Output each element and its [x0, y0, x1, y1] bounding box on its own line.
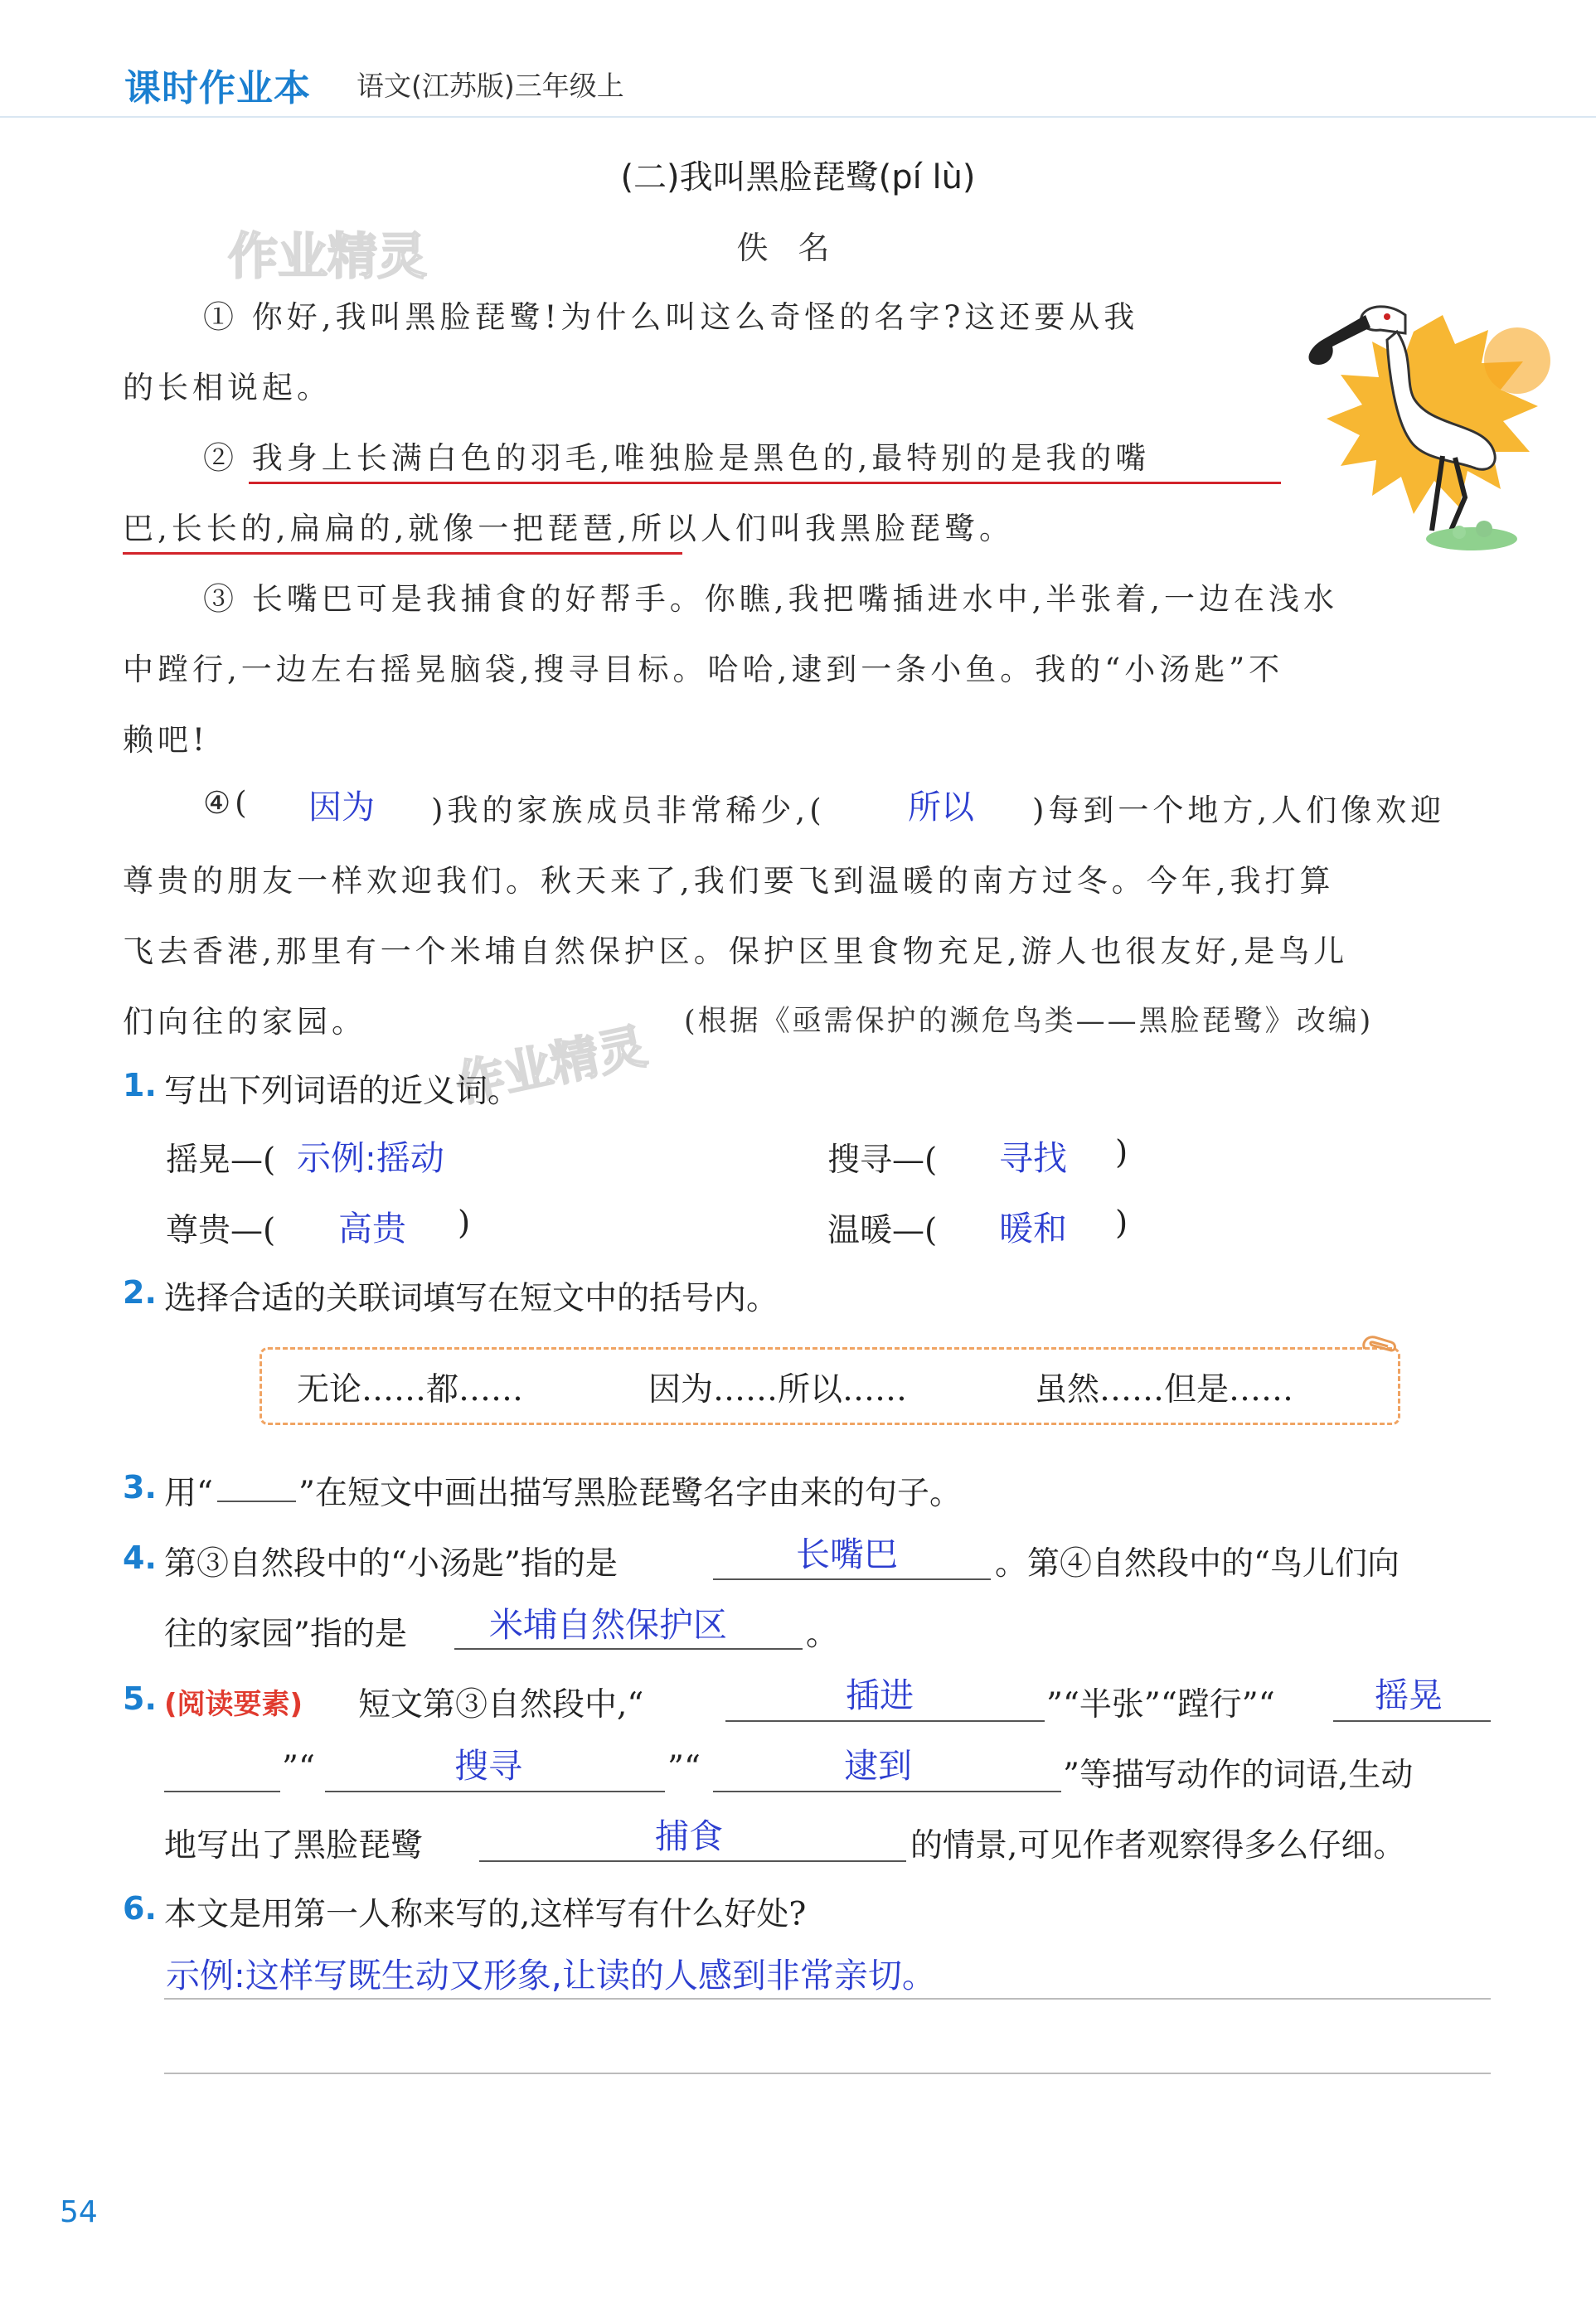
- synonym-word: 温暖—(: [827, 1212, 938, 1249]
- watermark: 作业精灵: [451, 1017, 652, 1113]
- synonym-word: 摇晃—(: [166, 1142, 276, 1179]
- bracket-close: ): [1115, 1205, 1128, 1242]
- fill-answer: 插进: [846, 1675, 914, 1715]
- underline-sample: [217, 1501, 296, 1502]
- writing-line: [164, 2073, 1491, 2074]
- open-answer: 示例:这样写既生动又形象,让读的人感到非常亲切。: [166, 1956, 936, 1995]
- question-text: 本文是用第一人称来写的,这样写有什么好处?: [164, 1896, 807, 1933]
- article-line: 尊贵的朋友一样欢迎我们。秋天来了,我们要飞到温暖的南方过冬。今年,我打算: [123, 863, 1335, 899]
- article-line: )我的家族成员非常稀少,(: [431, 793, 826, 828]
- article-line: 巴,长长的,扁扁的,就像一把琵琶,所以人们叫我黑脸琵鹭。: [123, 511, 1015, 546]
- answer-blank: [479, 1860, 906, 1862]
- question-number: 5.: [123, 1680, 157, 1717]
- word-bank-option: 因为……所以……: [648, 1371, 908, 1409]
- synonym-answer: 寻找: [999, 1138, 1067, 1178]
- article-author: 佚名: [736, 230, 860, 266]
- answer-blank: [713, 1578, 991, 1580]
- question-text: 地写出了黑脸琵鹭: [164, 1827, 424, 1864]
- fill-answer: 逮到: [844, 1746, 912, 1786]
- answer-blank: [1333, 1720, 1491, 1722]
- article-line: ① 你好,我叫黑脸琵鹭!为什么叫这么奇怪的名字?这还要从我: [203, 299, 1139, 335]
- article-line: 飞去香港,那里有一个米埔自然保护区。保护区里食物充足,游人也很友好,是鸟儿: [123, 933, 1349, 969]
- answer-underline: [249, 482, 1281, 484]
- writing-line: [164, 1998, 1491, 2000]
- fill-answer: 搜寻: [454, 1746, 522, 1786]
- question-text: 往的家园”指的是: [164, 1616, 407, 1653]
- question-number: 3.: [123, 1469, 157, 1506]
- word-bank-option: 无论……都……: [297, 1371, 524, 1409]
- header-divider: [0, 116, 1596, 118]
- question-text: ”“半张”“蹚行”“: [1046, 1686, 1275, 1724]
- article-line: 赖吧!: [123, 722, 209, 758]
- question-text: ”在短文中画出描写黑脸琵鹭名字由来的句子。: [298, 1475, 962, 1512]
- answer-blank: [713, 1791, 1061, 1792]
- answer-underline: [123, 552, 682, 555]
- reading-element-tag: (阅读要素): [164, 1688, 303, 1721]
- question-text: 。第④自然段中的“鸟儿们向: [995, 1545, 1400, 1583]
- word-bank-option: 虽然……但是……: [1035, 1371, 1294, 1409]
- question-number: 1.: [123, 1067, 157, 1103]
- synonym-answer: 高贵: [338, 1209, 406, 1249]
- question-number: 4.: [123, 1539, 157, 1576]
- brand-title: 课时作业本: [124, 67, 311, 109]
- paperclip-icon: [1360, 1331, 1398, 1355]
- article-line: 的长相说起。: [123, 370, 332, 405]
- bracket-close: ): [458, 1205, 471, 1242]
- question-text: 的情景,可见作者观察得多么仔细。: [910, 1827, 1406, 1864]
- synonym-answer: 示例:摇动: [297, 1138, 444, 1178]
- question-text: ”“: [282, 1749, 315, 1787]
- answer-blank: [725, 1720, 1045, 1722]
- article-line: ② 我身上长满白色的羽毛,唯独脸是黑色的,最特别的是我的嘴: [203, 440, 1151, 476]
- fill-answer: 摇晃: [1375, 1675, 1443, 1715]
- question-text: 短文第③自然段中,“: [358, 1686, 644, 1724]
- article-source: (根据《亟需保护的濒危鸟类——黑脸琵鹭》改编): [684, 1005, 1374, 1038]
- watermark: 作业精灵: [228, 228, 427, 286]
- article-line: 中蹚行,一边左右摇晃脑袋,搜寻目标。哈哈,逮到一条小鱼。我的“小汤匙”不: [123, 652, 1284, 687]
- synonym-word: 搜寻—(: [827, 1142, 938, 1179]
- answer-blank: [325, 1791, 665, 1792]
- question-text: 。: [806, 1616, 839, 1653]
- fill-answer: 长嘴巴: [796, 1535, 898, 1574]
- question-text: ”“: [667, 1749, 701, 1787]
- bracket-close: ): [1115, 1134, 1128, 1171]
- question-text: ”等描写动作的词语,生动: [1063, 1757, 1414, 1794]
- question-text: 用“: [164, 1475, 213, 1512]
- question-number: 2.: [123, 1274, 157, 1311]
- fill-answer: 米埔自然保护区: [489, 1605, 727, 1645]
- fill-answer: 捕食: [655, 1816, 723, 1856]
- answer-blank: [164, 1791, 280, 1792]
- spoonbill-illustration: [1289, 282, 1563, 555]
- article-title: (二)我叫黑脸琵鹭(pí lù): [620, 158, 976, 196]
- article-line: ④(: [203, 785, 251, 821]
- conjunction-answer: 所以: [908, 788, 974, 827]
- article-line: 们向往的家园。: [123, 1004, 366, 1040]
- synonym-word: 尊贵—(: [166, 1212, 276, 1249]
- page-number: 54: [60, 2195, 98, 2229]
- article-line: )每到一个地方,人们像欢迎: [1032, 793, 1446, 828]
- question-number: 6.: [123, 1890, 157, 1927]
- conjunction-answer: 因为: [308, 788, 375, 827]
- synonym-answer: 暖和: [999, 1209, 1067, 1249]
- book-subject: 语文(江苏版)三年级上: [357, 70, 624, 102]
- question-text: 第③自然段中的“小汤匙”指的是: [164, 1545, 618, 1583]
- article-line: ③ 长嘴巴可是我捕食的好帮手。你瞧,我把嘴插进水中,半张着,一边在浅水: [203, 581, 1339, 617]
- question-text: 写出下列词语的近义词。: [164, 1073, 521, 1110]
- answer-blank: [454, 1648, 803, 1650]
- question-text: 选择合适的关联词填写在短文中的括号内。: [164, 1280, 779, 1317]
